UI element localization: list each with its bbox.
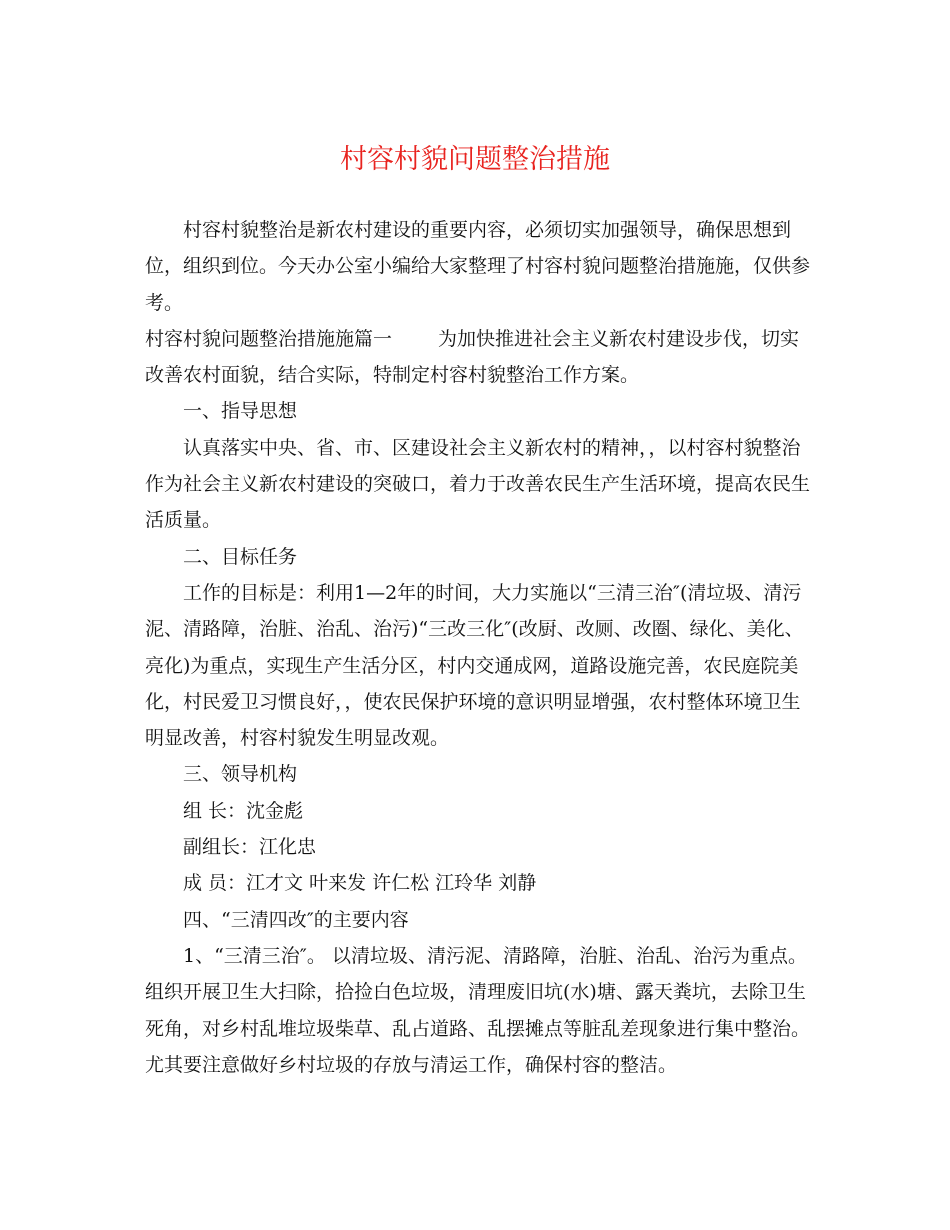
members-line: 成 员：江才文 叶来发 许仁松 江玲华 刘静: [183, 872, 537, 895]
part-text: 为加快推进社会主义新农村建设步伐，切实改善农村面貌，结合实际，特制定村容村貌整治工作方案。: [145, 327, 800, 387]
section-heading-objectives: 二、目标任务: [183, 545, 298, 568]
section-heading-leadership: 三、领导机构: [183, 763, 298, 786]
intro-paragraph: 村容村貌整治是新农村建设的重要内容，必须切实加强领导，确保思想到位，组织到位。今天办公室小编给大家整理了村容村貌问题整治措施施，仅供参考。: [145, 219, 811, 314]
section-heading-guiding-ideology: 一、指导思想: [183, 400, 298, 423]
guiding-ideology-paragraph: 认真落实中央、省、市、区建设社会主义新农村的精神，，以村容村貌整治作为社会主义新农村建设的突破口，着力于改善农民生产生活环境，提高农民生活质量。: [145, 436, 811, 532]
part-paragraph: [145, 321, 811, 394]
section-heading-main-content: 四、“三清四改″的主要内容: [183, 908, 409, 931]
part-heading: 村容村貌问题整治措施施篇一: [145, 327, 393, 350]
item-1-paragraph: 1、“三清三治″。 以清垃圾、清污泥、清路障，治脏、治乱、治污为重点。组织开展卫生大扫除，拾捡白色垃圾，清理废旧坑(水)塘、露天粪坑，去除卫生死角，对乡村乱堆垃圾柴草、乱占道路、乱摆摊点等脏乱差现象进行集中整治。尤其要注意做好乡村垃圾的存放与清运工作，确保村容的整洁。: [145, 944, 811, 1076]
deputy-leader-line: 副组长：江化忠: [183, 836, 317, 859]
document-body: [145, 212, 811, 1083]
objectives-paragraph: 工作的目标是：利用1—2年的时间，大力实施以“三清三治″(清垃圾、清污泥、清路障，治脏、治乱、治污)“三改三化″(改厨、改厕、改圈、绿化、美化、亮化)为重点，实现生产生活分区，村内交通成网，道路设施完善，农民庭院美化，村民爱卫习惯良好，，使农民保护环境的意识明显增强，农村整体环境卫生明显改善，村容村貌发生明显改观。: [145, 581, 804, 750]
leader-line: 组 长：沈金彪: [183, 799, 304, 822]
document-title: 村容村貌问题整治措施: [340, 144, 610, 175]
